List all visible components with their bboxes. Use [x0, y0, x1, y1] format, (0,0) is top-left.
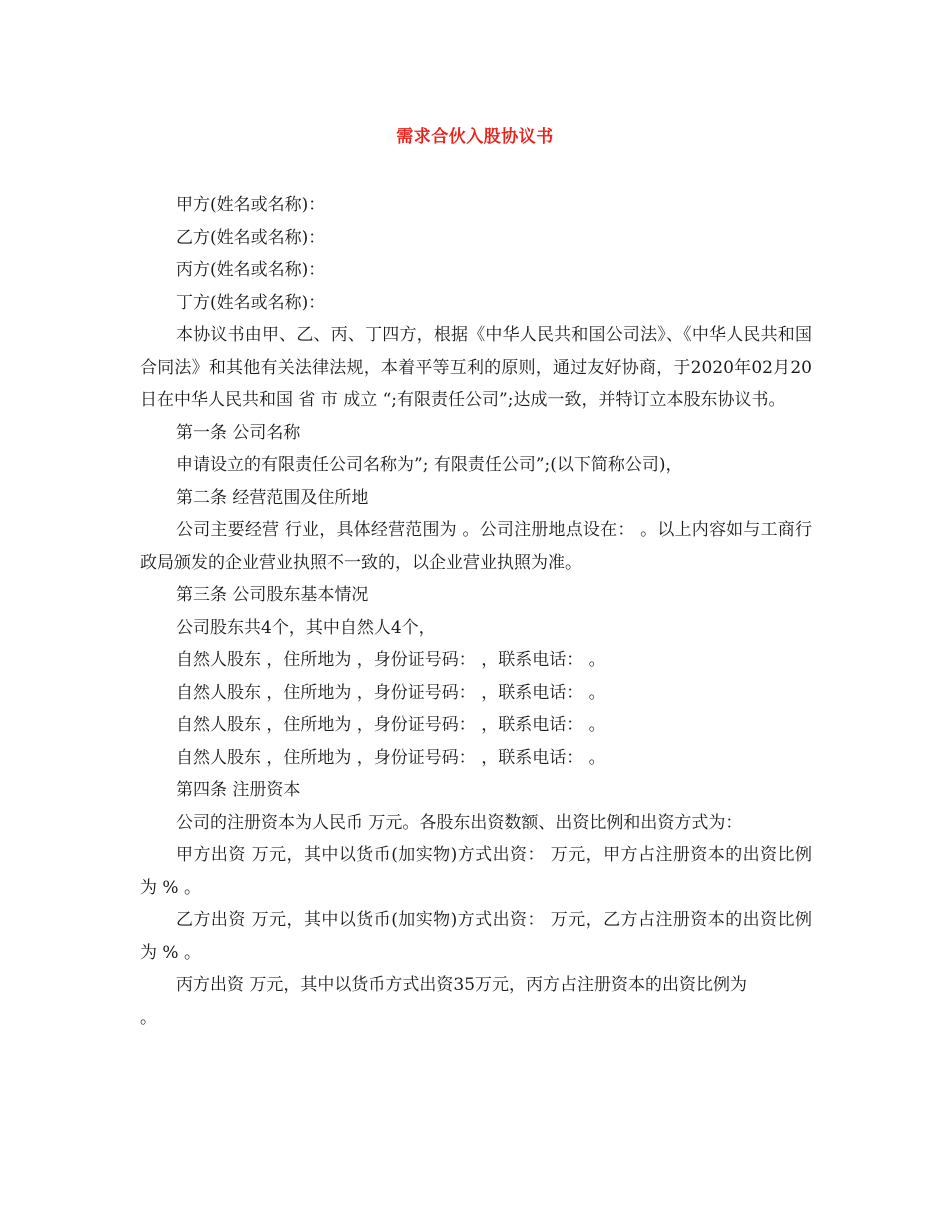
article-2-heading: 第二条 经营范围及住所地: [176, 487, 369, 508]
capital-party-a: 甲方出资 万元，其中以货币(加实物)方式出资： 万元，甲方占注册资本的出资比例为 % 。: [140, 845, 812, 898]
trailing-punctuation: 。: [140, 1007, 157, 1028]
capital-party-c: 丙方出资 万元，其中以货币方式出资35万元，丙方占注册资本的出资比例为: [176, 975, 748, 995]
article-3-text: 公司股东共4个，其中自然人4个，: [176, 617, 436, 638]
shareholder-line: 自然人股东 ，住所地为 ，身份证号码： ，联系电话： 。: [176, 650, 606, 670]
paragraph-party-b: 乙方(姓名或名称)：: [176, 227, 326, 248]
paragraph-party-c: 丙方(姓名或名称)：: [176, 260, 326, 280]
document-body: [140, 189, 812, 1034]
article-2-text: 公司主要经营 行业，具体经营范围为 。公司注册地点设在： 。以上内容如与工商行政局颁发的企业营业执照不一致的，以企业营业执照为准。: [140, 520, 812, 573]
paragraph-party-a: 甲方(姓名或名称)：: [176, 195, 326, 215]
article-4-heading: 第四条 注册资本: [176, 780, 301, 800]
article-1-text: 申请设立的有限责任公司名称为”; 有限责任公司”;(以下简称公司)，: [176, 455, 683, 475]
document-title: 需求合伙入股协议书: [396, 127, 554, 147]
article-4-text: 公司的注册资本为人民币 万元。各股东出资数额、出资比例和出资方式为：: [176, 812, 743, 833]
paragraph-party-d: 丁方(姓名或名称)：: [176, 292, 326, 313]
capital-party-b: 乙方出资 万元，其中以货币(加实物)方式出资： 万元，乙方占注册资本的出资比例为 % 。: [140, 910, 812, 963]
article-1-heading: 第一条 公司名称: [176, 422, 301, 443]
shareholder-line: 自然人股东 ，住所地为 ，身份证号码： ，联系电话： 。: [176, 715, 606, 735]
shareholder-line: 自然人股东 ，住所地为 ，身份证号码： ，联系电话： 。: [176, 682, 606, 703]
shareholder-line: 自然人股东 ，住所地为 ，身份证号码： ，联系电话： 。: [176, 747, 606, 768]
paragraph-preamble: 本协议书由甲、乙、丙、丁四方，根据《中华人民共和国公司法》、《中华人民共和国合同法》和其他有关法律法规，本着平等互利的原则，通过友好协商，于2020年02月20日在中华人民共和国 省 市 成立 “;有限责任公司”;达成一致，并特订立本股东协议书。: [140, 325, 812, 410]
article-3-heading: 第三条 公司股东基本情况: [176, 585, 369, 605]
